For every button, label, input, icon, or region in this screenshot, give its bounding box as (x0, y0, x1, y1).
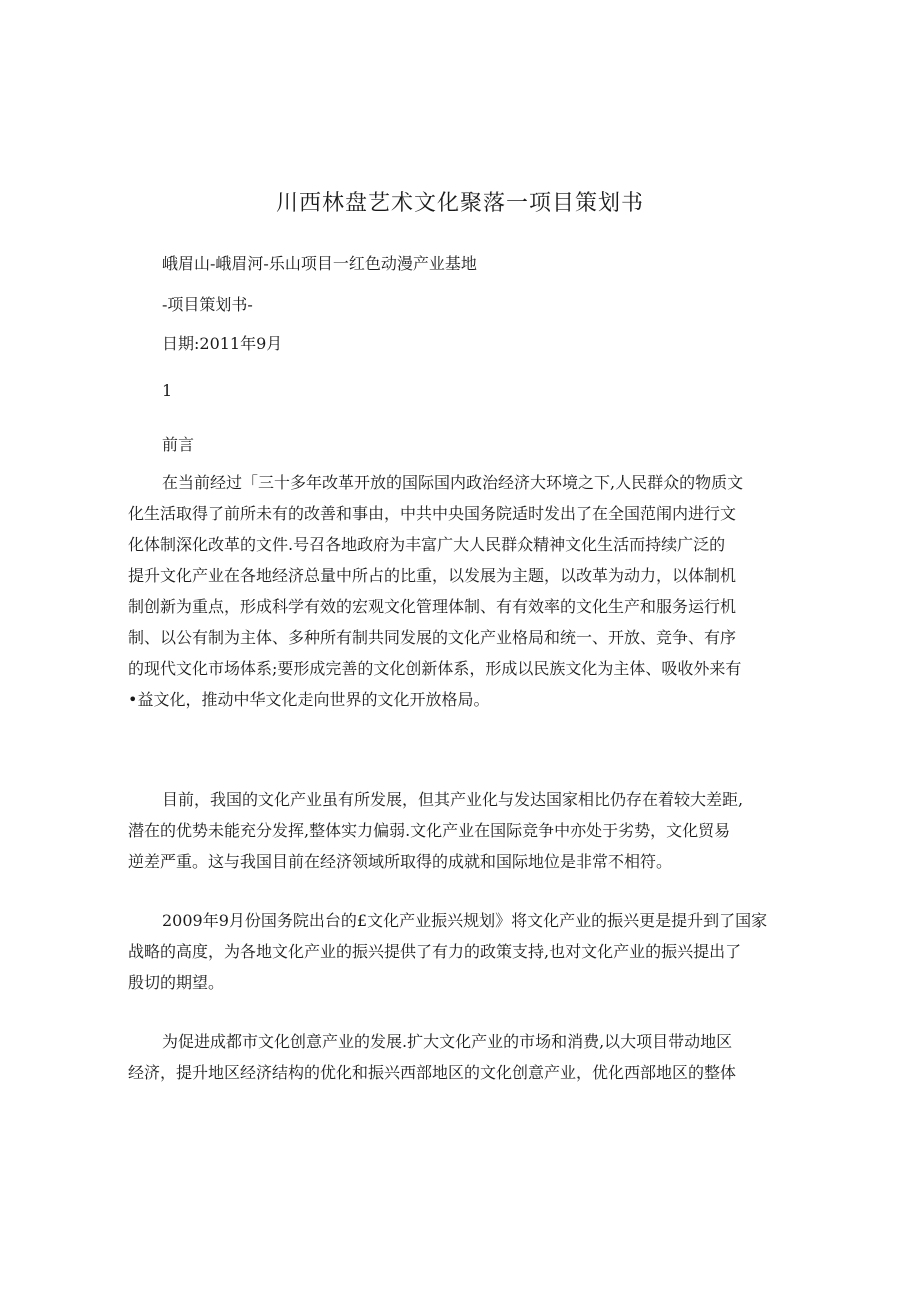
paragraph-1 (128, 467, 792, 715)
paragraph-line: 化生活取得了前所未有的改善和事由，中共中央国务院适时发出了在全国范闱内进行文 (128, 504, 737, 523)
project-subtitle: 峨眉山-峨眉河-乐山项目一红色动漫产业基地 (162, 254, 477, 273)
paragraph-line: 提升文化产业在各地经济总量中所占的比重，以发展为主题，以改革为动力，以体制机 (128, 566, 737, 585)
paragraph-4 (128, 1026, 792, 1088)
paragraph-line: •益文化，推动中华文化走向世界的文化开放格局。 (128, 690, 490, 709)
document-title: 川西林盘艺术文化聚落一项目策划书 (275, 191, 644, 216)
paragraph-line: 战略的高度，为各地文化产业的振兴提供了有力的政策支持,也对文化产业的振兴提出了 (128, 942, 742, 961)
paragraph-line: 化体制深化改革的文件.号召各地政府为丰富广大人民群众精神文化生活而持续广泛的 (128, 535, 726, 554)
paragraph-line: 逆差严重。这与我国目前在经济领域所取得的成就和国际地位是非常不相符。 (128, 852, 673, 871)
paragraph-2 (128, 784, 792, 877)
paragraph-line: 为促进成都市文化创意产业的发展.扩大文化产业的市场和消费,以大项目带动地区 (162, 1032, 733, 1051)
paragraph-line: 2009年9月份国务院出台的£文化产业振兴规划》将文化产业的振兴更是提升到了国家 (162, 911, 768, 930)
section-heading-preface: 前言 (162, 435, 195, 454)
paragraph-line: 潜在的优势未能充分发挥,整体实力偏弱.文化产业在国际竞争中亦处于劣势，文化贸易 (128, 821, 731, 840)
paragraph-line: 殷切的期望。 (128, 973, 225, 992)
paragraph-line: 制、以公有制为主体、多种所有制共同发展的文化产业格局和统一、开放、竞争、有序 (128, 628, 737, 647)
document-date: 日期:2011年9月 (162, 334, 283, 353)
paragraph-line: 在当前经过「三十多年改革开放的国际国内政治经济大环境之下,人民群众的物质文 (162, 473, 744, 492)
paragraph-line: 经济，提升地区经济结构的优化和振兴西部地区的文化创意产业，优化西部地区的整体 (128, 1063, 737, 1082)
paragraph-line: 制创新为重点，形成科学有效的宏观文化管理体制、有有效率的文化生产和服务运行机 (128, 597, 737, 616)
paragraph-3 (128, 905, 792, 998)
paragraph-line: 的现代文化市场体系;要形成完善的文化创新体系，形成以民族文化为主体、吸收外来有 (128, 659, 742, 678)
paragraph-line: 目前，我国的文化产业虽有所发展，但其产业化与发达国家相比仍存在着较大差距, (162, 790, 744, 809)
page-number: 1 (162, 381, 173, 400)
document-type-label: -项目策划书- (162, 295, 253, 314)
